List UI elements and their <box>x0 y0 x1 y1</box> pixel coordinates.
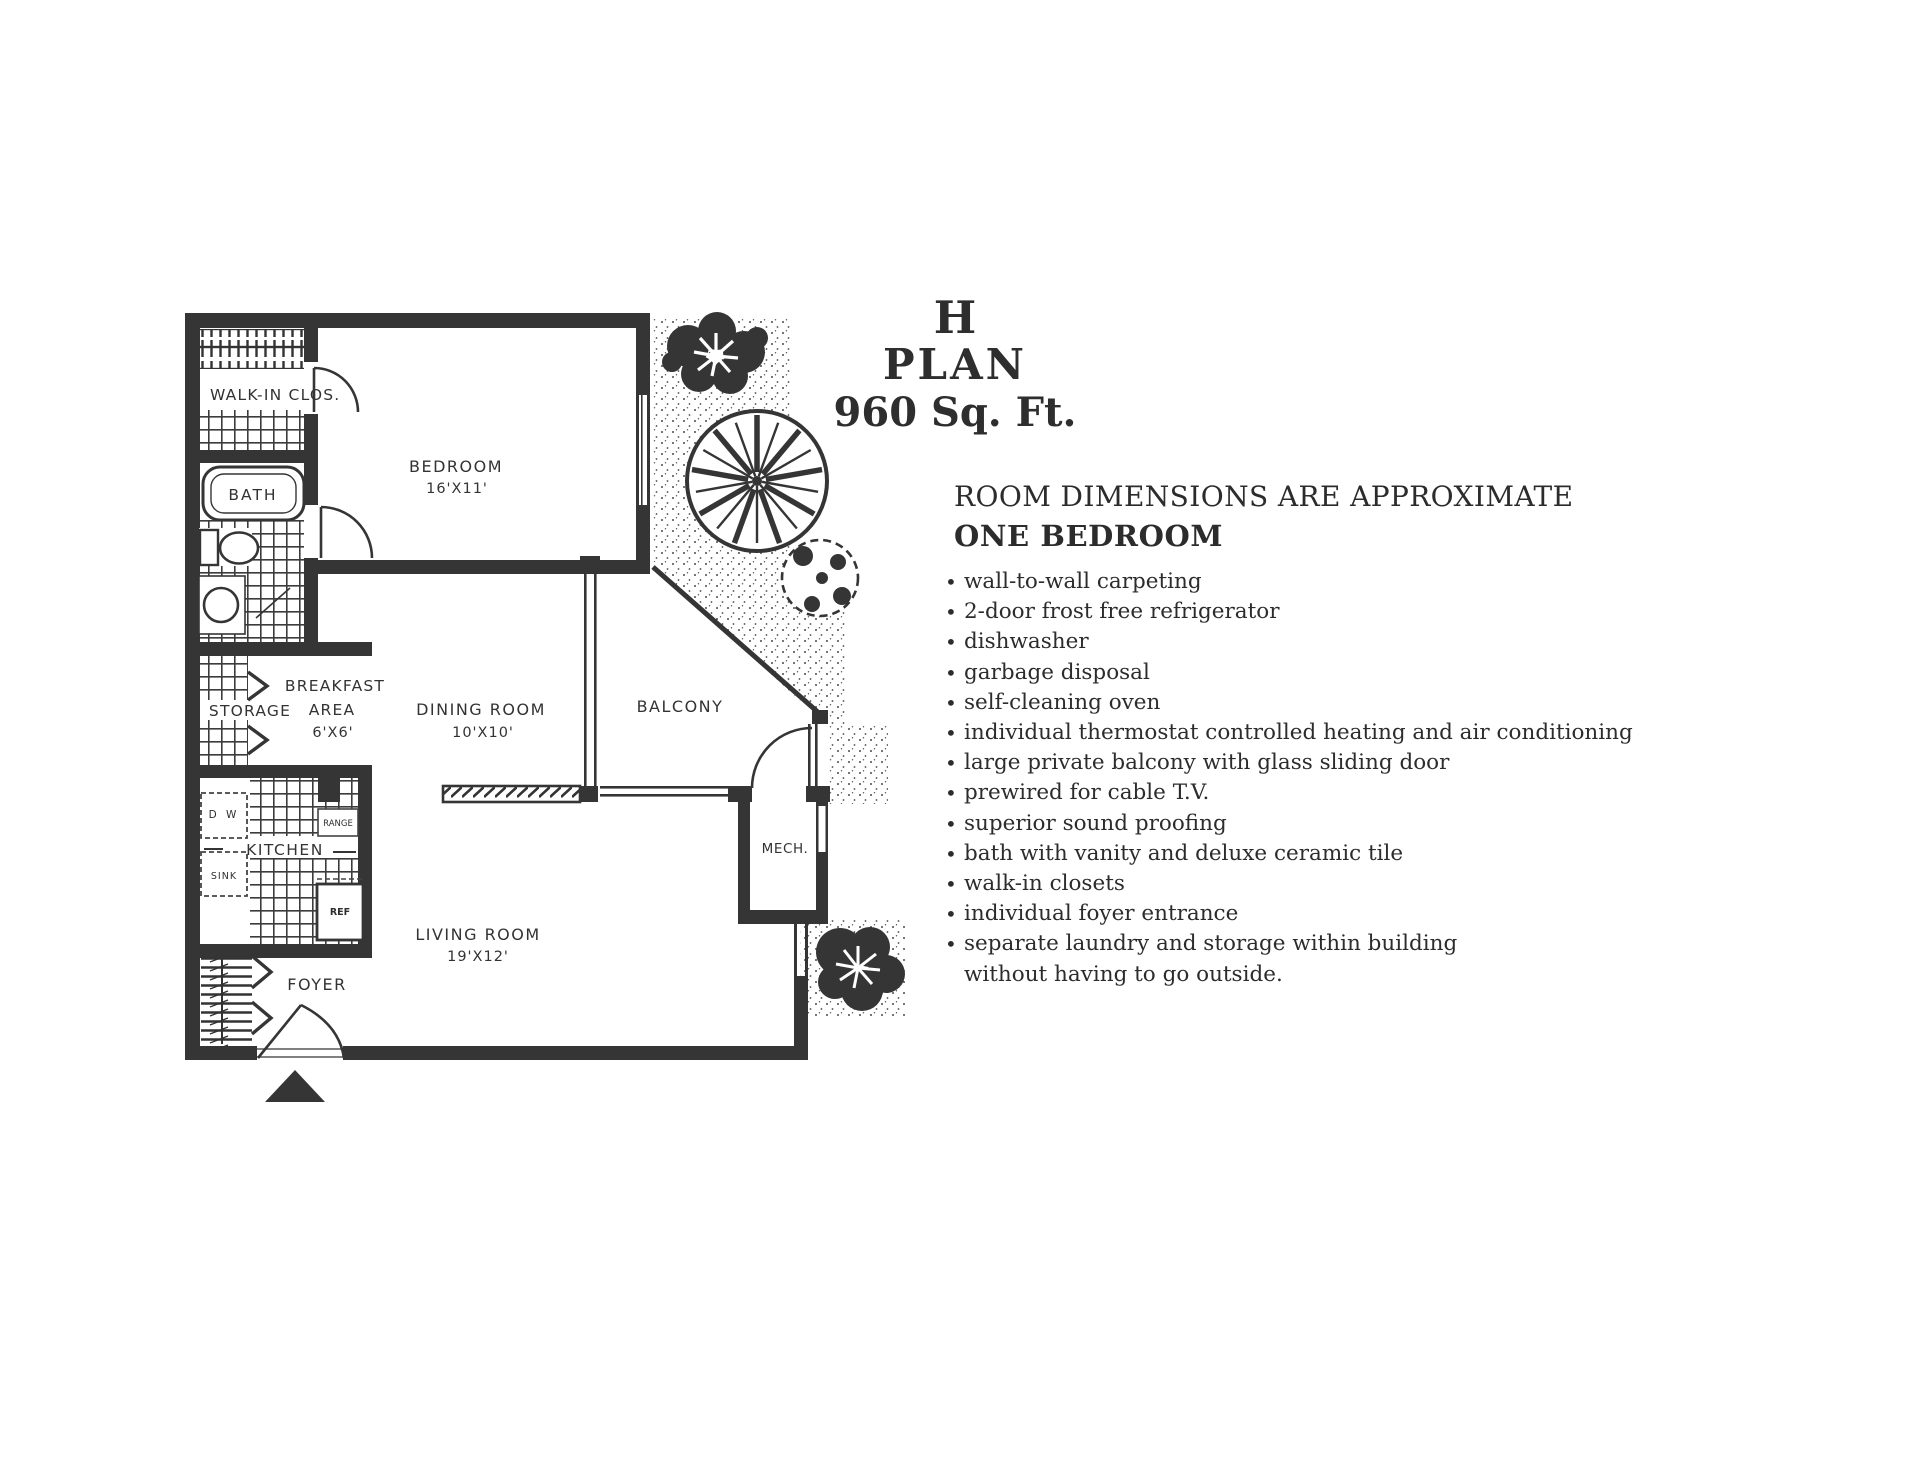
bath-sink <box>204 588 238 622</box>
walkin-closet-rod <box>198 329 304 369</box>
dimensions-disclaimer: ROOM DIMENSIONS ARE APPROXIMATE <box>954 480 1574 513</box>
feature-item: • wall-to-wall carpeting <box>964 567 1688 597</box>
bath-label: BATH <box>228 486 278 504</box>
mech-label: MECH. <box>761 841 809 857</box>
breakfast-dim: 6'X6' <box>312 725 354 741</box>
storage-label: STORAGE <box>208 702 292 720</box>
entry-threshold <box>257 1049 343 1057</box>
mech-door <box>752 728 812 788</box>
feature-item: • walk-in closets <box>964 869 1688 899</box>
range-label: RANGE <box>323 819 353 829</box>
feature-item: • bath with vanity and deluxe ceramic tile <box>964 839 1688 869</box>
plan-square-footage: 960 Sq. Ft. <box>833 389 1077 436</box>
living-dim: 19'X12' <box>447 949 509 965</box>
feature-item <box>964 929 1688 989</box>
toilet-bowl <box>220 533 258 564</box>
feature-item: • individual thermostat controlled heating and air conditioning <box>964 718 1688 748</box>
feature-text-continuation: without having to go outside. <box>964 961 1283 987</box>
feature-item: • individual foyer entrance <box>964 899 1688 929</box>
entrance-arrow <box>265 1070 325 1102</box>
bedroom-dim: 16'X11' <box>426 481 488 497</box>
balcony-label: BALCONY <box>636 697 724 716</box>
kitchen-label: KITCHEN <box>246 841 324 859</box>
feature-item: • 2-door frost free refrigerator <box>964 597 1688 627</box>
walkin-closet-tile <box>198 410 304 451</box>
mech-wall-window <box>819 806 826 852</box>
walkin-closet-label: WALK-IN CLOS. <box>210 386 341 404</box>
bedroom-door <box>321 507 372 558</box>
plan-letter: H <box>933 291 977 344</box>
storage-tile-upper <box>198 654 248 700</box>
tree-large <box>687 411 827 551</box>
feature-item: • dishwasher <box>964 627 1688 657</box>
refrigerator-label: REF <box>329 907 351 918</box>
bush-right <box>782 540 858 616</box>
plan-title <box>830 291 1080 437</box>
bedroom-label: BEDROOM <box>408 457 504 476</box>
feature-item: • superior sound proofing <box>964 809 1688 839</box>
dining-label: DINING ROOM <box>416 700 546 719</box>
foyer-closet-doors <box>252 956 271 1034</box>
feature-item: • large private balcony with glass sliding door <box>964 748 1688 778</box>
entry-door <box>258 1005 344 1058</box>
feature-item: • prewired for cable T.V. <box>964 778 1688 808</box>
dining-dim: 10'X10' <box>452 725 514 741</box>
feature-item: • self-cleaning oven <box>964 688 1688 718</box>
toilet-tank <box>200 530 218 565</box>
foyer-label: FOYER <box>287 975 347 994</box>
sliding-glass-door <box>443 786 580 802</box>
dishwasher-label: D W <box>208 809 240 821</box>
living-label: LIVING ROOM <box>415 925 541 944</box>
unit-type-heading: ONE BEDROOM <box>954 519 1224 553</box>
sink-label: SINK <box>210 871 238 882</box>
details-column <box>938 480 1688 990</box>
breakfast-label-1: BREAKFAST <box>284 677 386 695</box>
feature-text: separate laundry and storage within building <box>964 931 1458 957</box>
storage-tile-lower <box>198 720 248 765</box>
feature-item: • garbage disposal <box>964 658 1688 688</box>
plan-word: PLAN <box>882 340 1028 389</box>
breakfast-label-2: AREA <box>308 701 356 719</box>
feature-list <box>938 567 1688 990</box>
